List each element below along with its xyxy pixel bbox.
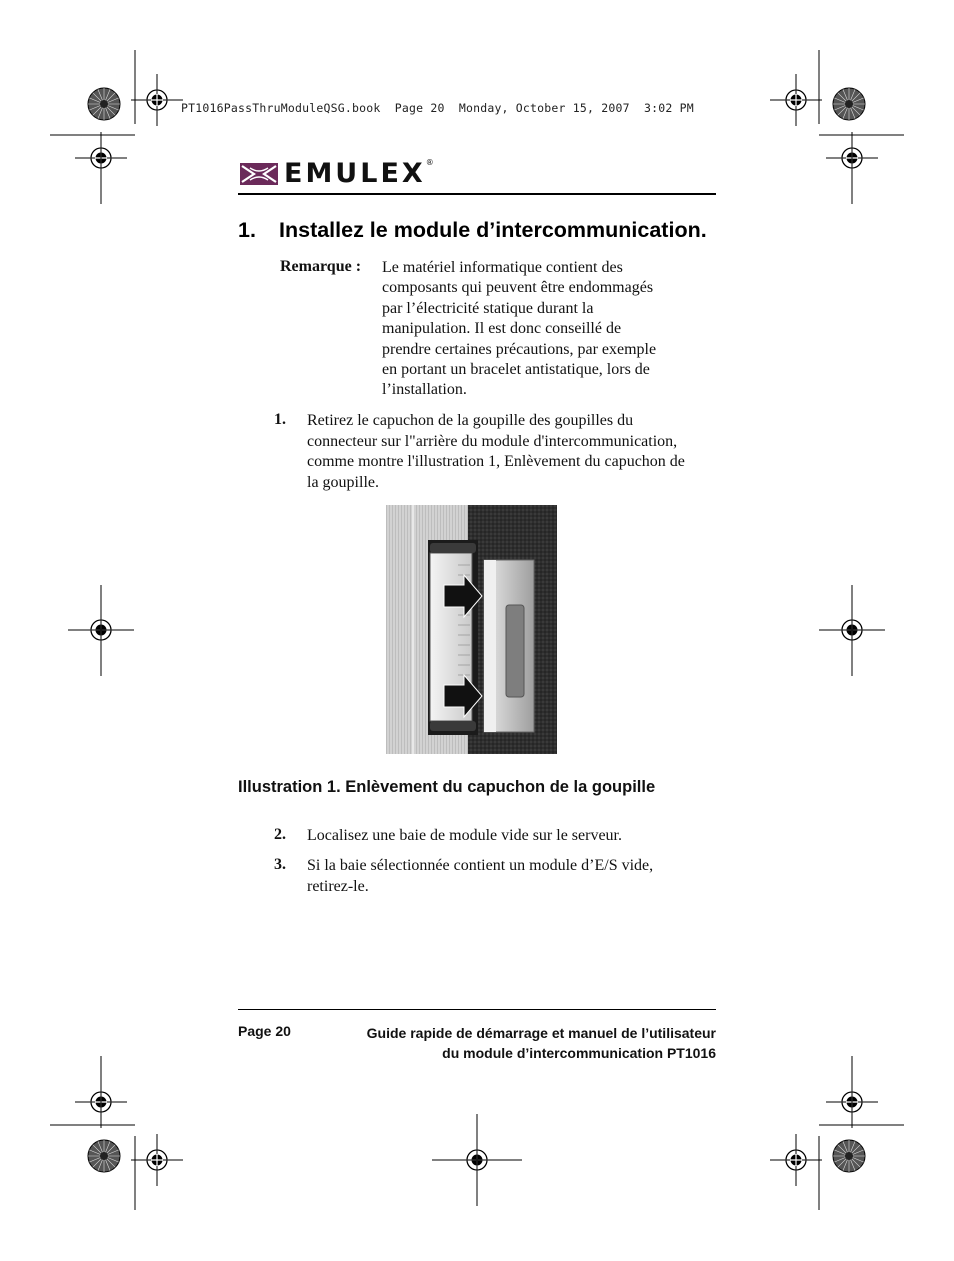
- brand-name: EMULEX®: [284, 158, 434, 189]
- step-line: la goupille.: [307, 473, 379, 491]
- step-2-text: [307, 826, 717, 847]
- note-line: composants qui peuvent être endommagés: [382, 279, 654, 297]
- header-rule: [238, 193, 716, 195]
- section-number: 1.: [238, 218, 256, 242]
- step-line: Localisez une baie de module vide sur le serveur.: [307, 827, 622, 844]
- step-line: comme montre l'illustration 1, Enlèvement du capuchon de: [307, 453, 685, 471]
- emulex-logo-icon: [240, 163, 278, 185]
- step-3-number: 3.: [274, 856, 286, 873]
- figure-caption: Illustration 1. Enlèvement du capuchon de la goupille: [238, 778, 656, 796]
- note-line: en portant un bracelet antistatique, lors de: [382, 361, 650, 379]
- footer-rule: [238, 1009, 716, 1010]
- step-line: Si la baie sélectionnée contient un module d’E/S vide,: [307, 857, 654, 874]
- step-3-text: [307, 856, 717, 897]
- document-title: [316, 1023, 716, 1063]
- section-heading: [238, 218, 758, 243]
- note-line: par l’électricité statique durant la: [382, 299, 594, 317]
- document-title-line-2: du module d’intercommunication PT1016: [442, 1045, 716, 1061]
- step-line: retirez-le.: [307, 877, 369, 895]
- note-text: [382, 258, 687, 401]
- document-title-line-1: Guide rapide de démarrage et manuel de l’utilisateur: [366, 1025, 716, 1041]
- note-line: Le matériel informatique contient des: [382, 259, 623, 276]
- emulex-logo: [240, 158, 434, 189]
- step-1-number: 1.: [274, 411, 286, 428]
- note-line: l’installation.: [382, 381, 467, 399]
- note-line: prendre certaines précautions, par exemple: [382, 340, 657, 358]
- print-slug: PT1016PassThruModuleQSG.book Page 20 Monday, October 15, 2007 3:02 PM: [181, 101, 694, 115]
- step-1-text: [307, 411, 717, 493]
- note-label: Remarque :: [280, 258, 362, 275]
- section-title: Installez le module d’intercommunication.: [279, 218, 707, 242]
- page-number: Page 20: [238, 1023, 291, 1039]
- note-line: manipulation. Il est donc conseillé de: [382, 320, 622, 338]
- pin-cap-removal-illustration: [386, 505, 557, 754]
- step-line: Retirez le capuchon de la goupille des goupilles du: [307, 412, 634, 429]
- step-line: connecteur sur l"arrière du module d'intercommunication,: [307, 432, 678, 450]
- step-2-number: 2.: [274, 826, 286, 843]
